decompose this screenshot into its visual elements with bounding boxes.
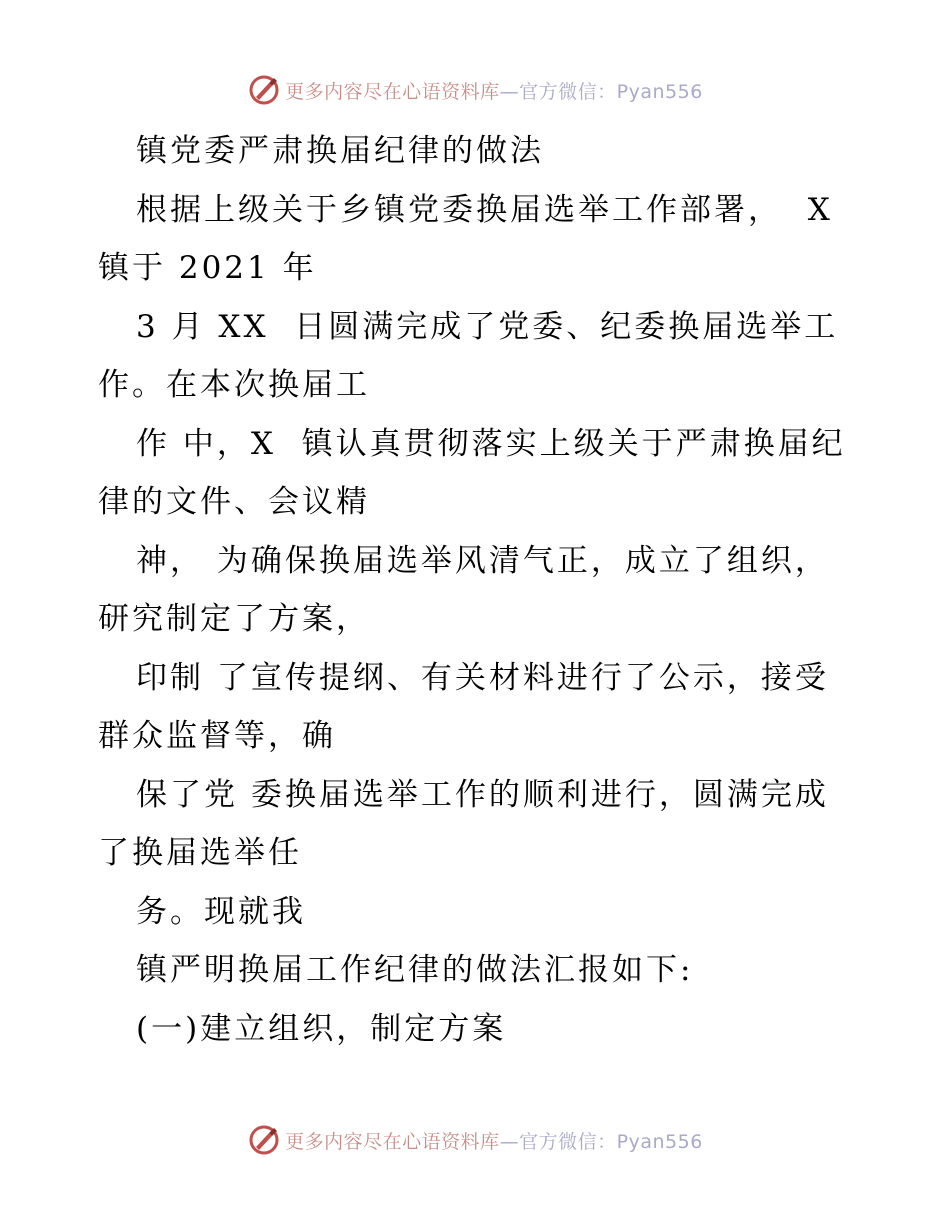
document-line: 镇党委严肃换届纪律的做法 xyxy=(136,133,544,169)
document-line: 神， 为确保换届选举风清气正，成立了组织， xyxy=(136,542,829,579)
document-line: 镇严明换届工作纪律的做法汇报如下: xyxy=(136,952,694,988)
document-line: 了换届选举任 xyxy=(98,835,302,871)
watermark-footer xyxy=(0,1120,950,1160)
document-line: 研究制定了方案， xyxy=(98,601,370,637)
document-line: 保了党 委换届选举工作的顺利进行，圆满完成 xyxy=(136,776,829,813)
document-line: 作 中，X 镇认真贯彻落实上级关于严肃换届纪 xyxy=(136,425,846,462)
document-line: 镇于 2021 年 xyxy=(98,250,317,286)
document-line: 3 月 XX 日圆满完成了党委、纪委换届选举工 xyxy=(136,308,839,345)
document-line: 印制 了宣传提纲、有关材料进行了公示，接受 xyxy=(136,659,829,696)
watermark-text: 更多内容尽在心语资料库—官方微信：Pyan556 xyxy=(285,1130,703,1153)
document-line: 作。在本次换届工 xyxy=(98,367,370,403)
document-line: 根据上级关于乡镇党委换届选举工作部署， X xyxy=(136,191,833,228)
watermark-text: 更多内容尽在心语资料库—官方微信：Pyan556 xyxy=(285,80,703,103)
document-body xyxy=(98,122,858,1058)
document-line: (一)建立组织，制定方案 xyxy=(136,1010,507,1047)
pen-logo-icon xyxy=(247,1123,281,1157)
document-line: 律的文件、会议精 xyxy=(98,484,370,520)
document-line: 群众监督等，确 xyxy=(98,718,336,754)
pen-logo-icon xyxy=(247,73,281,107)
document-line: 务。现就我 xyxy=(136,893,306,930)
watermark-header xyxy=(0,70,950,110)
